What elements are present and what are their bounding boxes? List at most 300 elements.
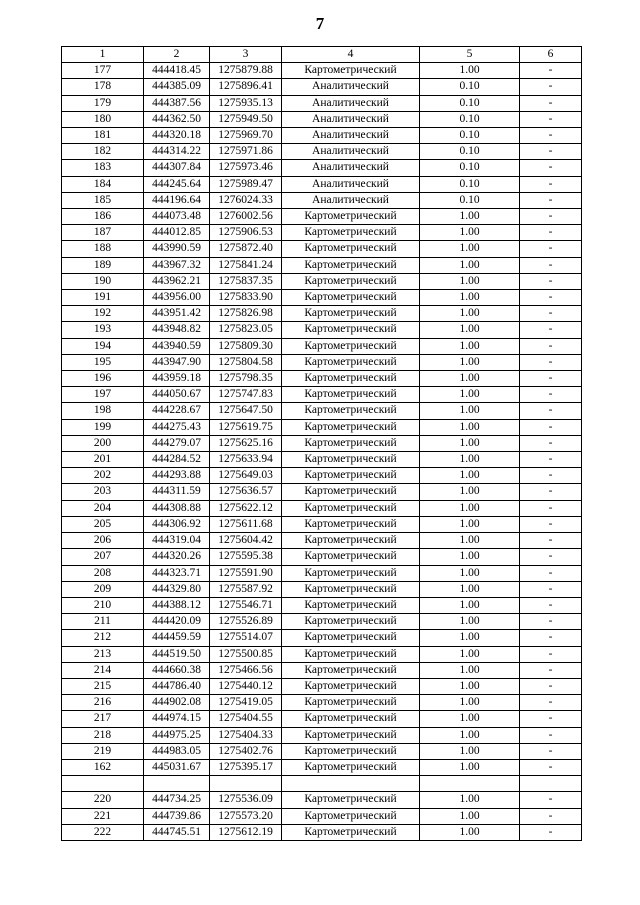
- method-cell: Картометрический: [282, 63, 420, 79]
- x-coordinate-cell: 444307.84: [144, 160, 210, 176]
- y-coordinate-cell: 1275402.76: [210, 743, 282, 759]
- note-cell: [520, 776, 582, 792]
- note-cell: -: [520, 824, 582, 840]
- point-number-cell: 190: [62, 273, 144, 289]
- point-number-cell: 213: [62, 646, 144, 662]
- accuracy-cell: 1.00: [420, 549, 520, 565]
- note-cell: -: [520, 662, 582, 678]
- note-cell: -: [520, 792, 582, 808]
- table-row: [62, 257, 582, 273]
- accuracy-cell: 1.00: [420, 241, 520, 257]
- method-cell: Картометрический: [282, 533, 420, 549]
- x-coordinate-cell: 444745.51: [144, 824, 210, 840]
- method-cell: Картометрический: [282, 484, 420, 500]
- note-cell: -: [520, 533, 582, 549]
- method-cell: Картометрический: [282, 727, 420, 743]
- note-cell: -: [520, 565, 582, 581]
- table-row: [62, 743, 582, 759]
- accuracy-cell: 1.00: [420, 695, 520, 711]
- table-row: [62, 241, 582, 257]
- note-cell: -: [520, 711, 582, 727]
- accuracy-cell: 1.00: [420, 516, 520, 532]
- x-coordinate-cell: 444012.85: [144, 225, 210, 241]
- note-cell: -: [520, 759, 582, 775]
- point-number-cell: [62, 776, 144, 792]
- method-cell: Картометрический: [282, 290, 420, 306]
- point-number-cell: 193: [62, 322, 144, 338]
- y-coordinate-cell: 1275587.92: [210, 581, 282, 597]
- note-cell: -: [520, 597, 582, 613]
- note-cell: -: [520, 808, 582, 824]
- point-number-cell: 184: [62, 176, 144, 192]
- x-coordinate-cell: 444228.67: [144, 403, 210, 419]
- table-body: [62, 63, 582, 841]
- x-coordinate-cell: 444329.80: [144, 581, 210, 597]
- note-cell: -: [520, 630, 582, 646]
- note-cell: -: [520, 338, 582, 354]
- note-cell: -: [520, 516, 582, 532]
- table-row: [62, 711, 582, 727]
- y-coordinate-cell: 1275823.05: [210, 322, 282, 338]
- method-cell: Картометрический: [282, 630, 420, 646]
- x-coordinate-cell: 444308.88: [144, 500, 210, 516]
- y-coordinate-cell: 1276002.56: [210, 209, 282, 225]
- point-number-cell: 185: [62, 192, 144, 208]
- accuracy-cell: 1.00: [420, 468, 520, 484]
- accuracy-cell: 1.00: [420, 290, 520, 306]
- accuracy-cell: 1.00: [420, 354, 520, 370]
- accuracy-cell: 1.00: [420, 371, 520, 387]
- y-coordinate-cell: 1275971.86: [210, 144, 282, 160]
- accuracy-cell: 1.00: [420, 646, 520, 662]
- note-cell: -: [520, 646, 582, 662]
- accuracy-cell: 1.00: [420, 257, 520, 273]
- method-cell: Картометрический: [282, 322, 420, 338]
- point-number-cell: 219: [62, 743, 144, 759]
- accuracy-cell: 1.00: [420, 63, 520, 79]
- accuracy-cell: 0.10: [420, 128, 520, 144]
- point-number-cell: 204: [62, 500, 144, 516]
- x-coordinate-cell: 444362.50: [144, 111, 210, 127]
- note-cell: -: [520, 354, 582, 370]
- accuracy-cell: 1.00: [420, 452, 520, 468]
- accuracy-cell: 1.00: [420, 808, 520, 824]
- note-cell: -: [520, 468, 582, 484]
- note-cell: -: [520, 403, 582, 419]
- note-cell: -: [520, 419, 582, 435]
- point-number-cell: 214: [62, 662, 144, 678]
- table-row: [62, 468, 582, 484]
- note-cell: -: [520, 435, 582, 451]
- table-row: [62, 759, 582, 775]
- point-number-cell: 217: [62, 711, 144, 727]
- y-coordinate-cell: 1275833.90: [210, 290, 282, 306]
- note-cell: -: [520, 95, 582, 111]
- method-cell: Аналитический: [282, 192, 420, 208]
- note-cell: -: [520, 128, 582, 144]
- point-number-cell: 216: [62, 695, 144, 711]
- method-cell: Картометрический: [282, 516, 420, 532]
- accuracy-cell: 1.00: [420, 759, 520, 775]
- note-cell: -: [520, 387, 582, 403]
- x-coordinate-cell: 443959.18: [144, 371, 210, 387]
- accuracy-cell: 1.00: [420, 338, 520, 354]
- y-coordinate-cell: 1275500.85: [210, 646, 282, 662]
- point-number-cell: 211: [62, 614, 144, 630]
- accuracy-cell: 1.00: [420, 403, 520, 419]
- y-coordinate-cell: 1275595.38: [210, 549, 282, 565]
- point-number-cell: 221: [62, 808, 144, 824]
- y-coordinate-cell: 1275969.70: [210, 128, 282, 144]
- table-row: [62, 614, 582, 630]
- table-row: [62, 776, 582, 792]
- point-number-cell: 208: [62, 565, 144, 581]
- method-cell: Картометрический: [282, 403, 420, 419]
- table-row: [62, 808, 582, 824]
- point-number-cell: 177: [62, 63, 144, 79]
- x-coordinate-cell: 443956.00: [144, 290, 210, 306]
- table-row: [62, 111, 582, 127]
- point-number-cell: 180: [62, 111, 144, 127]
- y-coordinate-cell: 1275404.33: [210, 727, 282, 743]
- accuracy-cell: 1.00: [420, 322, 520, 338]
- y-coordinate-cell: 1275622.12: [210, 500, 282, 516]
- note-cell: -: [520, 257, 582, 273]
- y-coordinate-cell: 1275611.68: [210, 516, 282, 532]
- y-coordinate-cell: 1275747.83: [210, 387, 282, 403]
- y-coordinate-cell: 1275809.30: [210, 338, 282, 354]
- method-cell: Картометрический: [282, 468, 420, 484]
- table-row: [62, 322, 582, 338]
- table-row: [62, 727, 582, 743]
- table-row: [62, 403, 582, 419]
- method-cell: Картометрический: [282, 273, 420, 289]
- x-coordinate-cell: 444275.43: [144, 419, 210, 435]
- point-number-cell: 195: [62, 354, 144, 370]
- method-cell: Картометрический: [282, 257, 420, 273]
- accuracy-cell: 1.00: [420, 614, 520, 630]
- x-coordinate-cell: 443990.59: [144, 241, 210, 257]
- table-row: [62, 225, 582, 241]
- accuracy-cell: 1.00: [420, 678, 520, 694]
- accuracy-cell: 1.00: [420, 484, 520, 500]
- y-coordinate-cell: 1275935.13: [210, 95, 282, 111]
- table-row: [62, 354, 582, 370]
- note-cell: -: [520, 484, 582, 500]
- method-cell: Аналитический: [282, 79, 420, 95]
- point-number-cell: 215: [62, 678, 144, 694]
- method-cell: Картометрический: [282, 435, 420, 451]
- y-coordinate-cell: 1275636.57: [210, 484, 282, 500]
- point-number-cell: 188: [62, 241, 144, 257]
- method-cell: Аналитический: [282, 95, 420, 111]
- table-row: [62, 452, 582, 468]
- point-number-cell: 196: [62, 371, 144, 387]
- x-coordinate-cell: 444311.59: [144, 484, 210, 500]
- x-coordinate-cell: 444786.40: [144, 678, 210, 694]
- x-coordinate-cell: 444983.05: [144, 743, 210, 759]
- header-cell: 4: [282, 47, 420, 63]
- accuracy-cell: 1.00: [420, 533, 520, 549]
- accuracy-cell: 1.00: [420, 225, 520, 241]
- x-coordinate-cell: 443940.59: [144, 338, 210, 354]
- accuracy-cell: 1.00: [420, 630, 520, 646]
- table-row: [62, 387, 582, 403]
- method-cell: Аналитический: [282, 176, 420, 192]
- method-cell: Картометрический: [282, 225, 420, 241]
- method-cell: Аналитический: [282, 144, 420, 160]
- note-cell: -: [520, 209, 582, 225]
- point-number-cell: 182: [62, 144, 144, 160]
- y-coordinate-cell: 1275837.35: [210, 273, 282, 289]
- x-coordinate-cell: 444387.56: [144, 95, 210, 111]
- table-row: [62, 484, 582, 500]
- method-cell: Картометрический: [282, 452, 420, 468]
- table-row: [62, 176, 582, 192]
- accuracy-cell: 0.10: [420, 144, 520, 160]
- y-coordinate-cell: 1275440.12: [210, 678, 282, 694]
- note-cell: -: [520, 322, 582, 338]
- x-coordinate-cell: 444385.09: [144, 79, 210, 95]
- x-coordinate-cell: 444975.25: [144, 727, 210, 743]
- x-coordinate-cell: 443962.21: [144, 273, 210, 289]
- table-row: [62, 192, 582, 208]
- header-cell: 3: [210, 47, 282, 63]
- note-cell: -: [520, 452, 582, 468]
- x-coordinate-cell: 444323.71: [144, 565, 210, 581]
- header-cell: 1: [62, 47, 144, 63]
- note-cell: -: [520, 306, 582, 322]
- y-coordinate-cell: 1275546.71: [210, 597, 282, 613]
- x-coordinate-cell: 444459.59: [144, 630, 210, 646]
- method-cell: Картометрический: [282, 808, 420, 824]
- note-cell: -: [520, 192, 582, 208]
- point-number-cell: 198: [62, 403, 144, 419]
- table-row: [62, 209, 582, 225]
- accuracy-cell: 0.10: [420, 111, 520, 127]
- y-coordinate-cell: 1275906.53: [210, 225, 282, 241]
- point-number-cell: 202: [62, 468, 144, 484]
- method-cell: Картометрический: [282, 646, 420, 662]
- page-number: 7: [315, 14, 325, 33]
- x-coordinate-cell: 444320.18: [144, 128, 210, 144]
- accuracy-cell: 1.00: [420, 273, 520, 289]
- x-coordinate-cell: 444314.22: [144, 144, 210, 160]
- table-row: [62, 549, 582, 565]
- y-coordinate-cell: 1275879.88: [210, 63, 282, 79]
- accuracy-cell: 0.10: [420, 160, 520, 176]
- note-cell: -: [520, 241, 582, 257]
- point-number-cell: 197: [62, 387, 144, 403]
- accuracy-cell: 1.00: [420, 419, 520, 435]
- accuracy-cell: 1.00: [420, 500, 520, 516]
- note-cell: -: [520, 79, 582, 95]
- note-cell: -: [520, 581, 582, 597]
- note-cell: -: [520, 63, 582, 79]
- x-coordinate-cell: 444418.45: [144, 63, 210, 79]
- x-coordinate-cell: 444739.86: [144, 808, 210, 824]
- table-row: [62, 290, 582, 306]
- method-cell: Картометрический: [282, 759, 420, 775]
- x-coordinate-cell: 444073.48: [144, 209, 210, 225]
- table-row: [62, 792, 582, 808]
- note-cell: -: [520, 743, 582, 759]
- y-coordinate-cell: 1275633.94: [210, 452, 282, 468]
- table-row: [62, 581, 582, 597]
- point-number-cell: 183: [62, 160, 144, 176]
- accuracy-cell: 1.00: [420, 387, 520, 403]
- y-coordinate-cell: 1275649.03: [210, 468, 282, 484]
- method-cell: Картометрический: [282, 597, 420, 613]
- accuracy-cell: 1.00: [420, 743, 520, 759]
- x-coordinate-cell: 444319.04: [144, 533, 210, 549]
- note-cell: -: [520, 727, 582, 743]
- table-row: [62, 338, 582, 354]
- note-cell: -: [520, 111, 582, 127]
- point-number-cell: 187: [62, 225, 144, 241]
- accuracy-cell: 1.00: [420, 711, 520, 727]
- accuracy-cell: 1.00: [420, 209, 520, 225]
- y-coordinate-cell: 1275466.56: [210, 662, 282, 678]
- point-number-cell: 207: [62, 549, 144, 565]
- table-row: [62, 678, 582, 694]
- method-cell: Картометрический: [282, 338, 420, 354]
- table-row: [62, 160, 582, 176]
- table-row: [62, 646, 582, 662]
- method-cell: Картометрический: [282, 614, 420, 630]
- method-cell: Картометрический: [282, 678, 420, 694]
- method-cell: Картометрический: [282, 209, 420, 225]
- point-number-cell: 178: [62, 79, 144, 95]
- x-coordinate-cell: 444974.15: [144, 711, 210, 727]
- x-coordinate-cell: 444734.25: [144, 792, 210, 808]
- table-row: [62, 824, 582, 840]
- note-cell: -: [520, 176, 582, 192]
- y-coordinate-cell: 1275872.40: [210, 241, 282, 257]
- y-coordinate-cell: 1275604.42: [210, 533, 282, 549]
- method-cell: Картометрический: [282, 581, 420, 597]
- x-coordinate-cell: 444279.07: [144, 435, 210, 451]
- note-cell: -: [520, 678, 582, 694]
- y-coordinate-cell: 1275798.35: [210, 371, 282, 387]
- y-coordinate-cell: 1275989.47: [210, 176, 282, 192]
- point-number-cell: 194: [62, 338, 144, 354]
- note-cell: -: [520, 695, 582, 711]
- method-cell: Картометрический: [282, 711, 420, 727]
- accuracy-cell: 0.10: [420, 192, 520, 208]
- y-coordinate-cell: 1275949.50: [210, 111, 282, 127]
- point-number-cell: 205: [62, 516, 144, 532]
- header-cell: 2: [144, 47, 210, 63]
- point-number-cell: 192: [62, 306, 144, 322]
- accuracy-cell: 1.00: [420, 306, 520, 322]
- table-row: [62, 630, 582, 646]
- x-coordinate-cell: 443967.32: [144, 257, 210, 273]
- point-number-cell: 206: [62, 533, 144, 549]
- y-coordinate-cell: 1275841.24: [210, 257, 282, 273]
- method-cell: Картометрический: [282, 565, 420, 581]
- y-coordinate-cell: 1275804.58: [210, 354, 282, 370]
- accuracy-cell: [420, 776, 520, 792]
- x-coordinate-cell: 444293.88: [144, 468, 210, 484]
- point-number-cell: 220: [62, 792, 144, 808]
- table-row: [62, 662, 582, 678]
- table-row: [62, 95, 582, 111]
- point-number-cell: 212: [62, 630, 144, 646]
- table-row: [62, 273, 582, 289]
- y-coordinate-cell: 1275973.46: [210, 160, 282, 176]
- method-cell: Картометрический: [282, 387, 420, 403]
- note-cell: -: [520, 160, 582, 176]
- accuracy-cell: 1.00: [420, 597, 520, 613]
- method-cell: Картометрический: [282, 743, 420, 759]
- method-cell: Картометрический: [282, 354, 420, 370]
- table-row: [62, 500, 582, 516]
- point-number-cell: 218: [62, 727, 144, 743]
- table-row: [62, 435, 582, 451]
- x-coordinate-cell: [144, 776, 210, 792]
- note-cell: -: [520, 290, 582, 306]
- y-coordinate-cell: 1275573.20: [210, 808, 282, 824]
- note-cell: -: [520, 225, 582, 241]
- x-coordinate-cell: 444284.52: [144, 452, 210, 468]
- x-coordinate-cell: 444050.67: [144, 387, 210, 403]
- point-number-cell: 191: [62, 290, 144, 306]
- accuracy-cell: 1.00: [420, 565, 520, 581]
- accuracy-cell: 0.10: [420, 79, 520, 95]
- accuracy-cell: 1.00: [420, 435, 520, 451]
- point-number-cell: 210: [62, 597, 144, 613]
- method-cell: Картометрический: [282, 695, 420, 711]
- accuracy-cell: 1.00: [420, 662, 520, 678]
- table-row: [62, 144, 582, 160]
- point-number-cell: 222: [62, 824, 144, 840]
- y-coordinate-cell: 1275395.17: [210, 759, 282, 775]
- accuracy-cell: 1.00: [420, 824, 520, 840]
- x-coordinate-cell: 443951.42: [144, 306, 210, 322]
- method-cell: Картометрический: [282, 662, 420, 678]
- method-cell: Картометрический: [282, 500, 420, 516]
- y-coordinate-cell: 1275896.41: [210, 79, 282, 95]
- point-number-cell: 162: [62, 759, 144, 775]
- method-cell: Картометрический: [282, 306, 420, 322]
- y-coordinate-cell: 1276024.33: [210, 192, 282, 208]
- x-coordinate-cell: 444420.09: [144, 614, 210, 630]
- y-coordinate-cell: 1275526.89: [210, 614, 282, 630]
- note-cell: -: [520, 273, 582, 289]
- method-cell: Картометрический: [282, 549, 420, 565]
- header-cell: 5: [420, 47, 520, 63]
- table-row: [62, 695, 582, 711]
- method-cell: Картометрический: [282, 241, 420, 257]
- accuracy-cell: 1.00: [420, 727, 520, 743]
- table-row: [62, 306, 582, 322]
- point-number-cell: 203: [62, 484, 144, 500]
- table-row: [62, 79, 582, 95]
- point-number-cell: 199: [62, 419, 144, 435]
- x-coordinate-cell: 444196.64: [144, 192, 210, 208]
- point-number-cell: 200: [62, 435, 144, 451]
- method-cell: Картометрический: [282, 792, 420, 808]
- table-row: [62, 565, 582, 581]
- x-coordinate-cell: 444519.50: [144, 646, 210, 662]
- point-number-cell: 181: [62, 128, 144, 144]
- table-row: [62, 371, 582, 387]
- point-number-cell: 209: [62, 581, 144, 597]
- method-cell: Картометрический: [282, 371, 420, 387]
- coordinates-table: [61, 46, 582, 841]
- method-cell: [282, 776, 420, 792]
